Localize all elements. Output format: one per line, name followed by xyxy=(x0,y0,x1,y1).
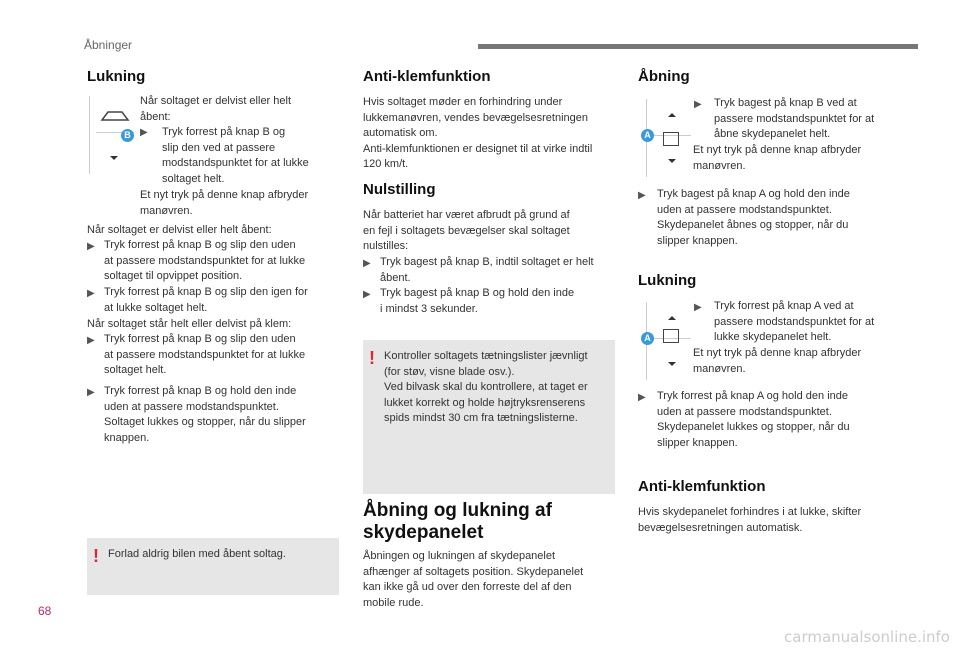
col3-bullet2: Tryk bagest på knap A og hold den inde uden at passere modstandspunktet. Skydepanelet åbnes og stopper, når du slipper knappen. xyxy=(657,188,850,247)
exclamation-icon: ! xyxy=(369,348,375,368)
col3-after2: Et nyt tryk på denne knap afbryder manøvren. xyxy=(693,347,862,375)
sunroof-switch-b xyxy=(89,96,136,174)
col2-title1: Anti-klemfunktion xyxy=(363,68,491,85)
warning-text: Forlad aldrig bilen med åbent soltag. xyxy=(108,548,286,560)
arrow-bullet-icon: ▶ xyxy=(363,258,371,269)
arrow-bullet-icon: ▶ xyxy=(140,127,148,138)
badge-b: B xyxy=(121,129,134,142)
arrow-bullet-icon: ▶ xyxy=(638,190,646,201)
arrow-bullet-icon: ▶ xyxy=(87,241,95,252)
col2-title2: Nulstilling xyxy=(363,181,436,198)
col3-after1: Et nyt tryk på denne knap afbryder manøvren. xyxy=(693,144,862,172)
arrow-bullet-icon: ▶ xyxy=(694,302,702,313)
col1-bullet5: Tryk forrest på knap B og hold den inde uden at passere modstandspunktet. Soltaget lukkes og stopper, når du slipper knappen. xyxy=(104,385,306,444)
col3-bullet4: Tryk forrest på knap A og hold den inde uden at passere modstandspunktet. Skydepanelet lukkes og stopper, når du slipper knappen. xyxy=(657,390,850,449)
switch-rear-button xyxy=(653,342,691,376)
col3-p: Hvis skydepanelet forhindres i at lukke, skifter bevægelsesretningen automatisk. xyxy=(638,506,862,534)
col1-title: Lukning xyxy=(87,68,146,85)
sunroof-icon xyxy=(96,98,134,132)
col3-title2: Lukning xyxy=(638,272,697,289)
col2-bullet1: Tryk bagest på knap B, indtil soltaget er helt åbent. xyxy=(380,256,594,284)
page-number: 68 xyxy=(38,604,52,618)
col1-p2: Når soltaget er delvist eller helt åbent: xyxy=(87,224,272,236)
col3-bullet3: Tryk forrest på knap A ved at passere modstandspunktet for at lukke skydepanelet helt. xyxy=(714,300,875,344)
arrow-bullet-icon: ▶ xyxy=(363,289,371,300)
arrow-bullet-icon: ▶ xyxy=(694,99,702,110)
col1-bullet2: Tryk forrest på knap B og slip den uden at passere modstandspunktet for at lukke soltaget til opvippet position. xyxy=(104,239,306,283)
col2-p2: Når batteriet har været afbrudt på grund af en fejl i soltagets bevægelser skal soltaget nulstilles: xyxy=(363,209,570,253)
panel-icon xyxy=(663,132,679,146)
col1-after: Et nyt tryk på denne knap afbryder manøvren. xyxy=(140,189,309,217)
switch-front-button xyxy=(653,101,691,136)
warning-box xyxy=(87,538,339,595)
col1-bullet3: Tryk forrest på knap B og slip den igen for at lukke soltaget helt. xyxy=(104,286,308,314)
sunroof-switch-a xyxy=(646,99,693,177)
col3-bullet1: Tryk bagest på knap B ved at passere modstandspunktet for at åbne skydepanelet helt. xyxy=(714,97,875,141)
exclamation-icon: ! xyxy=(93,546,99,566)
col2-p1: Hvis soltaget møder en forhindring under lukkemanøvren, vendes bevægelsesretningen automatisk om. Anti-klemfunktionen er designet til at virke indtil 120 km/t. xyxy=(363,96,593,171)
section-title: Åbninger xyxy=(84,38,133,52)
arrow-bullet-icon: ▶ xyxy=(638,392,646,403)
header-bar xyxy=(478,44,918,49)
badge-a: A xyxy=(641,129,654,142)
watermark: carmanualsonline.info xyxy=(784,628,950,646)
switch-front-button xyxy=(96,98,134,133)
sunroof-switch-a-2 xyxy=(646,302,693,380)
col1-intro: Når soltaget er delvist eller helt åbent: xyxy=(140,95,292,123)
arrow-bullet-icon: ▶ xyxy=(87,387,95,398)
col1-p3: Når soltaget står helt eller delvist på klem: xyxy=(87,318,292,330)
down-arrow-icon xyxy=(653,342,691,376)
col2-p3: Åbningen og lukningen af skydepanelet afhænger af soltagets position. Skydepanelet kan ikke gå ud over den forreste del af den mobile rude. xyxy=(363,550,584,609)
panel-icon xyxy=(663,329,679,343)
col3-title1: Åbning xyxy=(638,68,690,85)
col2-bullet2: Tryk bagest på knap B og hold den inde i mindst 3 sekunder. xyxy=(380,287,575,315)
col1-bullet1: Tryk forrest på knap B og slip den ved at passere modstandspunktet for at lukke soltaget helt. xyxy=(162,126,309,185)
col2-title3: Åbning og lukning af skydepanelet xyxy=(363,500,552,543)
col1-bullet4: Tryk forrest på knap B og slip den uden at passere modstandspunktet for at lukke soltaget helt. xyxy=(104,333,306,377)
arrow-bullet-icon: ▶ xyxy=(87,335,95,346)
up-arrow-icon xyxy=(653,101,691,135)
warning-box-2 xyxy=(363,340,615,494)
col3-title3: Anti-klemfunktion xyxy=(638,478,766,495)
arrow-bullet-icon: ▶ xyxy=(87,288,95,299)
badge-a: A xyxy=(641,332,654,345)
warning-text-2: Kontroller soltagets tætningslister jævnligt (for støv, visne blade osv.). Ved bilvask skal du kontrollere, at taget er lukket korrekt og holde højtryksrenserens spids mindst 30 cm fra tætningslisterne. xyxy=(384,350,588,425)
